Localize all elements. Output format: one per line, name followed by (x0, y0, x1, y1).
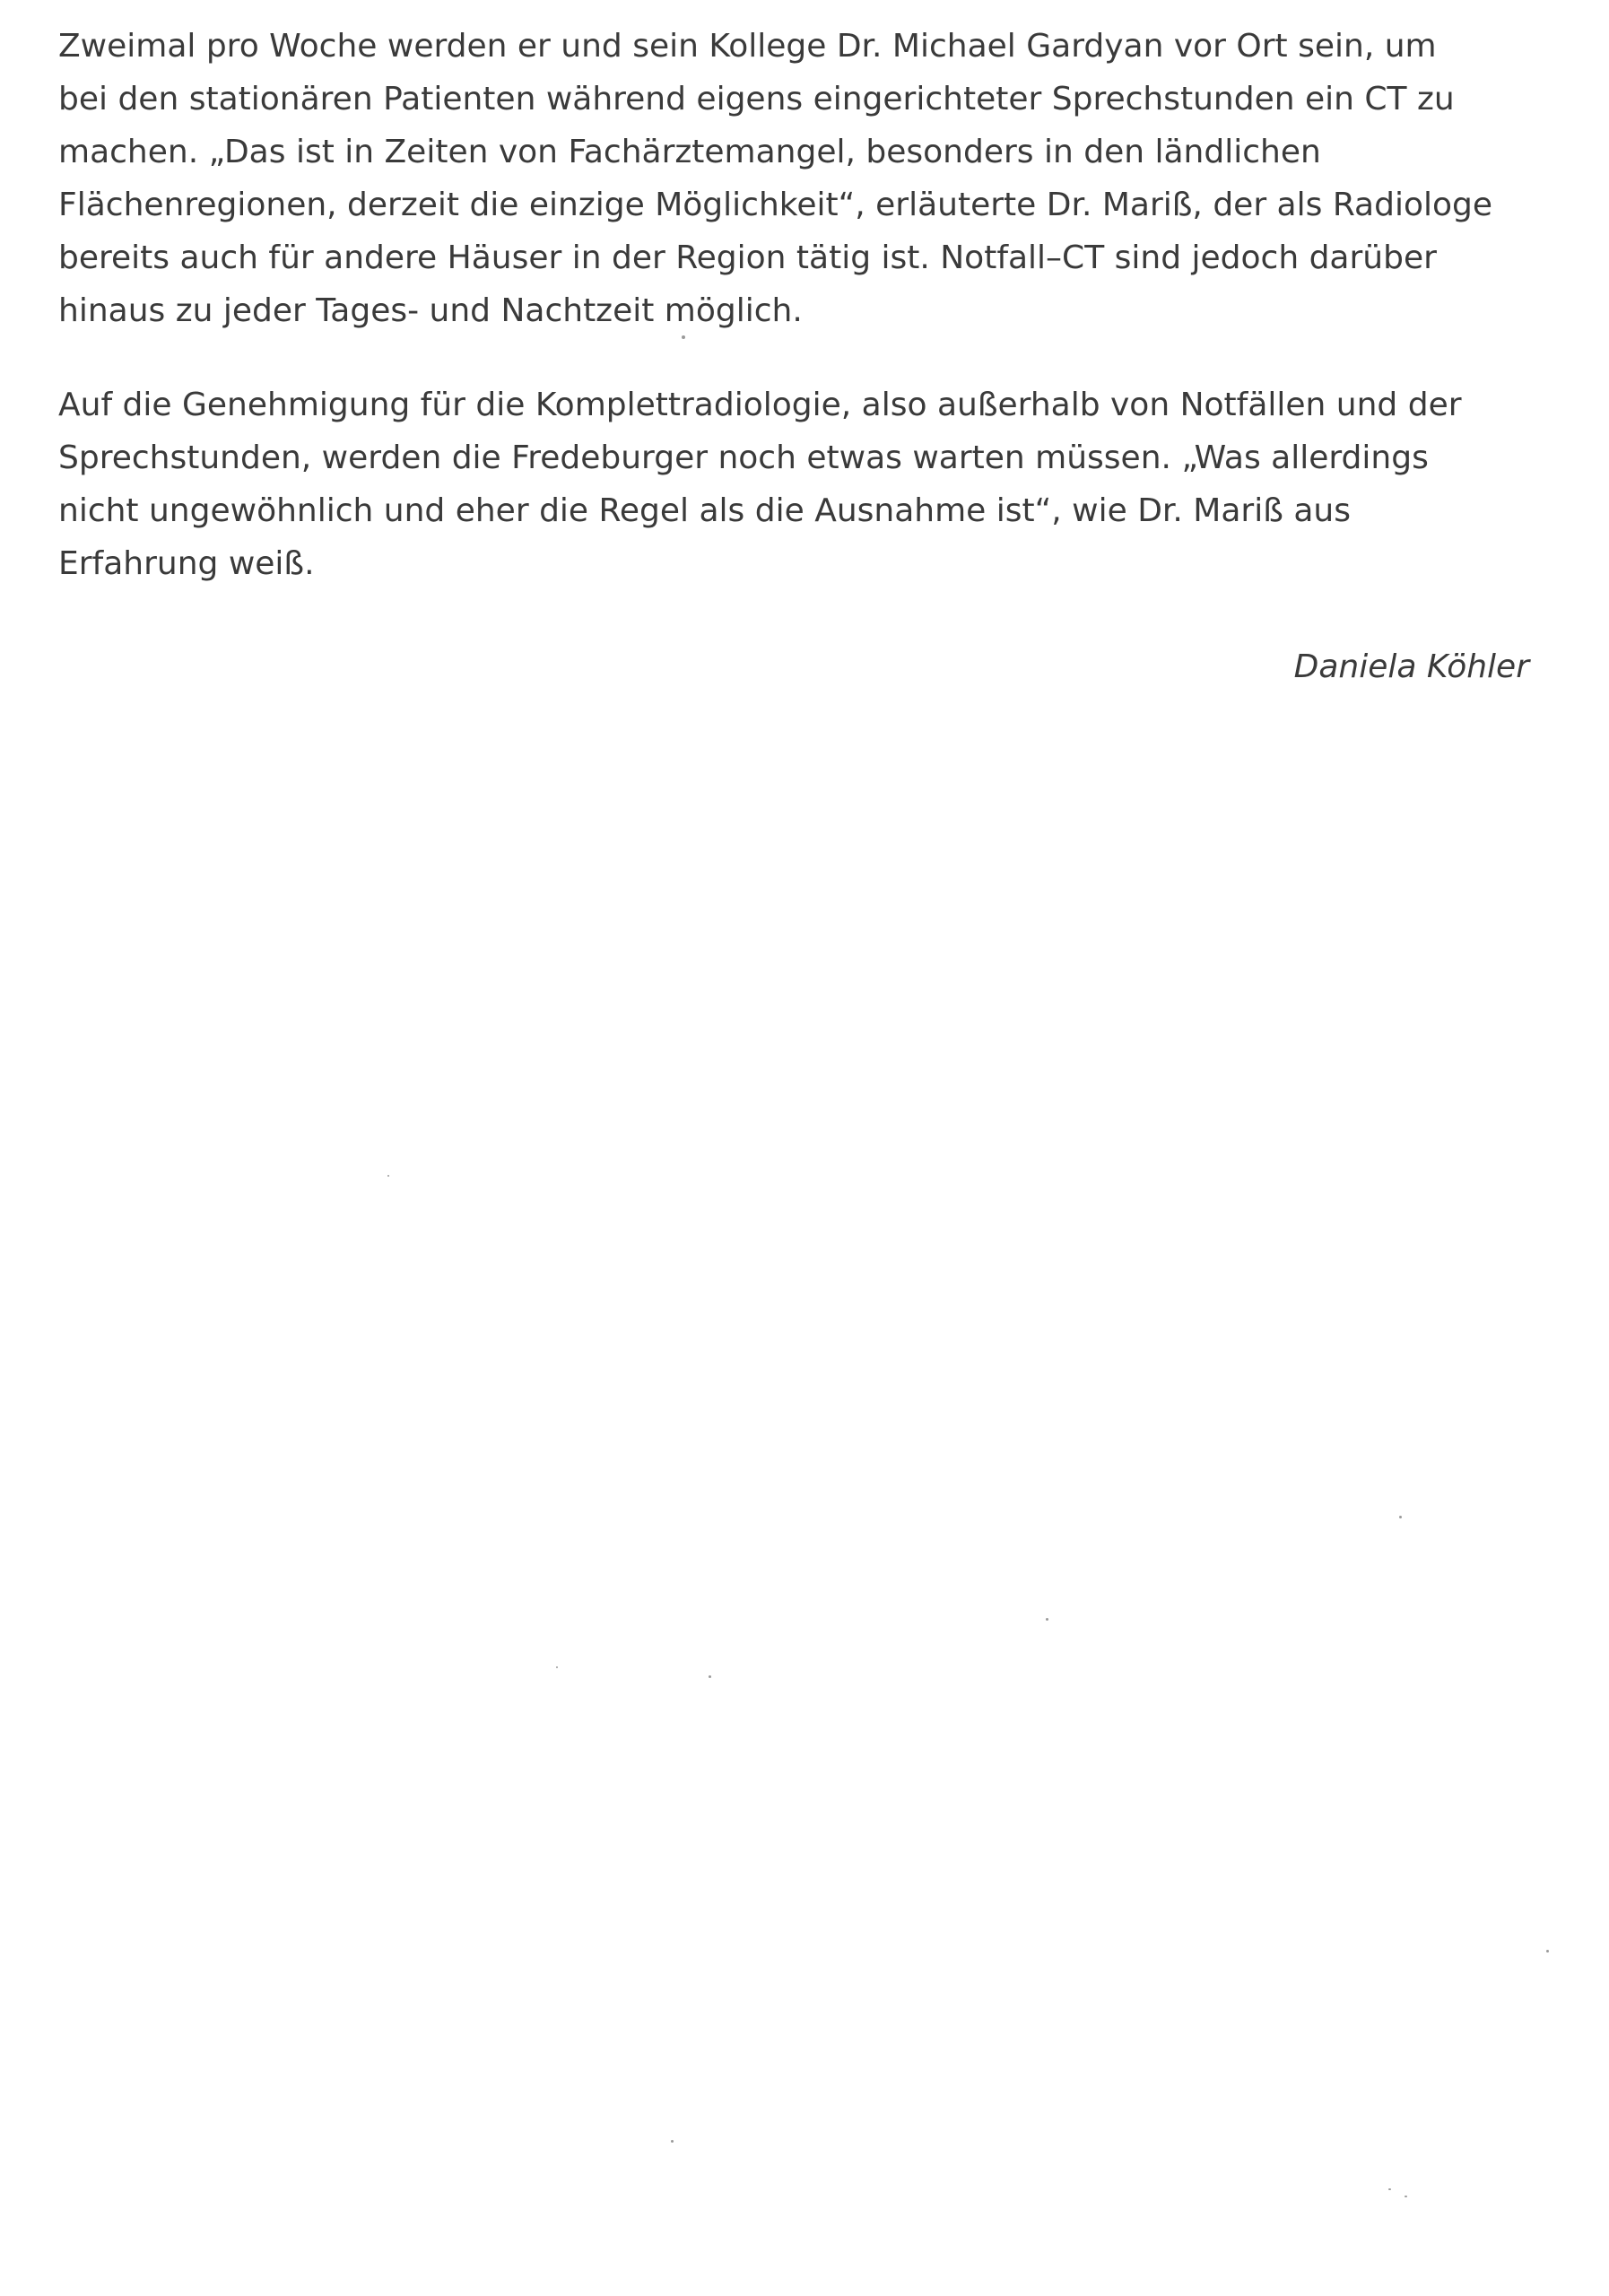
text-line: Auf die Genehmigung für die Komplettradiologie, also außerhalb von Notfällen und der (58, 387, 1462, 423)
scan-speck (1046, 1618, 1048, 1621)
scan-speck (1388, 2188, 1391, 2190)
article-body (58, 20, 1529, 685)
text-line: bei den stationären Patienten während eigens eingerichteter Sprechstunden ein CT zu (58, 81, 1455, 117)
text-line: Sprechstunden, werden die Fredeburger noch etwas warten müssen. „Was allerdings (58, 439, 1429, 476)
scan-speck (1399, 1516, 1402, 1518)
text-line: Erfahrung weiß. (58, 545, 315, 582)
text-line: hinaus zu jeder Tages- und Nachtzeit möglich. (58, 292, 803, 329)
author-signature: Daniela Köhler (1293, 648, 1529, 685)
scan-speck (1546, 1950, 1549, 1952)
text-line: Flächenregionen, derzeit die einzige Möglichkeit“, erläuterte Dr. Mariß, der als Radiologe (58, 187, 1493, 223)
paragraph-1 (58, 20, 1529, 337)
text-line: bereits auch für andere Häuser in der Region tätig ist. Notfall–CT sind jedoch darüber (58, 239, 1437, 276)
scan-speck (387, 1175, 389, 1177)
scan-speck (1405, 2196, 1407, 2197)
paragraph-2 (58, 378, 1529, 590)
scan-speck (709, 1675, 711, 1678)
text-line: Zweimal pro Woche werden er und sein Kollege Dr. Michael Gardyan vor Ort sein, um (58, 28, 1437, 65)
text-line: nicht ungewöhnlich und eher die Regel als die Ausnahme ist“, wie Dr. Mariß aus (58, 492, 1351, 529)
scan-speck (556, 1666, 558, 1668)
text-line: machen. „Das ist in Zeiten von Fachärztemangel, besonders in den ländlichen (58, 134, 1321, 170)
scan-speck (671, 2140, 674, 2143)
scan-speck (682, 335, 685, 339)
